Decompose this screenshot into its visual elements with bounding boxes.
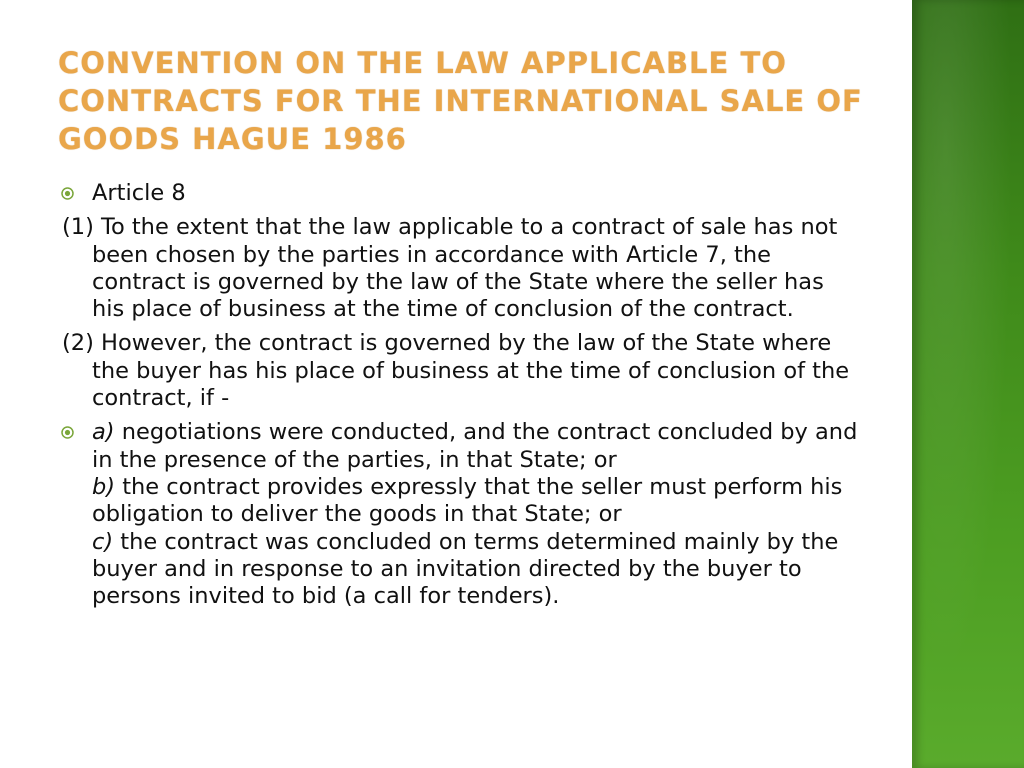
slide-title: CONVENTION ON THE LAW APPLICABLE TO CONTRACTS FOR THE INTERNATIONAL SALE OF GOODS HAGUE 1986 — [58, 46, 863, 156]
condition-c — [92, 529, 862, 611]
condition-a — [92, 419, 862, 474]
conditions-list-item — [62, 419, 862, 610]
condition-c-label: c) — [92, 528, 114, 555]
condition-a-label: a) — [92, 419, 115, 446]
paragraph-1: (1) To the extent that the law applicable to a contract of sale has not been chosen by the parties in accordance with Article 7, the contract is governed by the law of the State where the seller has his place of business at the time of conclusion of the contract. — [62, 214, 838, 323]
condition-b-label: b) — [92, 473, 116, 500]
article-heading-item — [62, 180, 862, 207]
condition-b — [92, 474, 862, 529]
condition-c-text: the contract was concluded on terms determined mainly by the buyer and in response to an invitation directed by the buyer to persons invited to bid (a call for tenders). — [92, 528, 839, 610]
condition-a-text: negotiations were conducted, and the contract concluded by and in the presence of the parties, in that State; or — [92, 419, 858, 473]
paragraph-2: (2) However, the contract is governed by the law of the State where the buyer has his place of business at the time of conclusion of the contract, if - — [62, 330, 850, 412]
target-bullet-icon — [61, 187, 74, 200]
article-heading: Article 8 — [92, 180, 186, 206]
decorative-green-band — [912, 0, 1024, 768]
slide-body — [62, 180, 862, 617]
target-bullet-icon — [61, 426, 74, 439]
condition-b-text: the contract provides expressly that the seller must perform his obligation to deliver the goods in that State; or — [92, 473, 843, 528]
